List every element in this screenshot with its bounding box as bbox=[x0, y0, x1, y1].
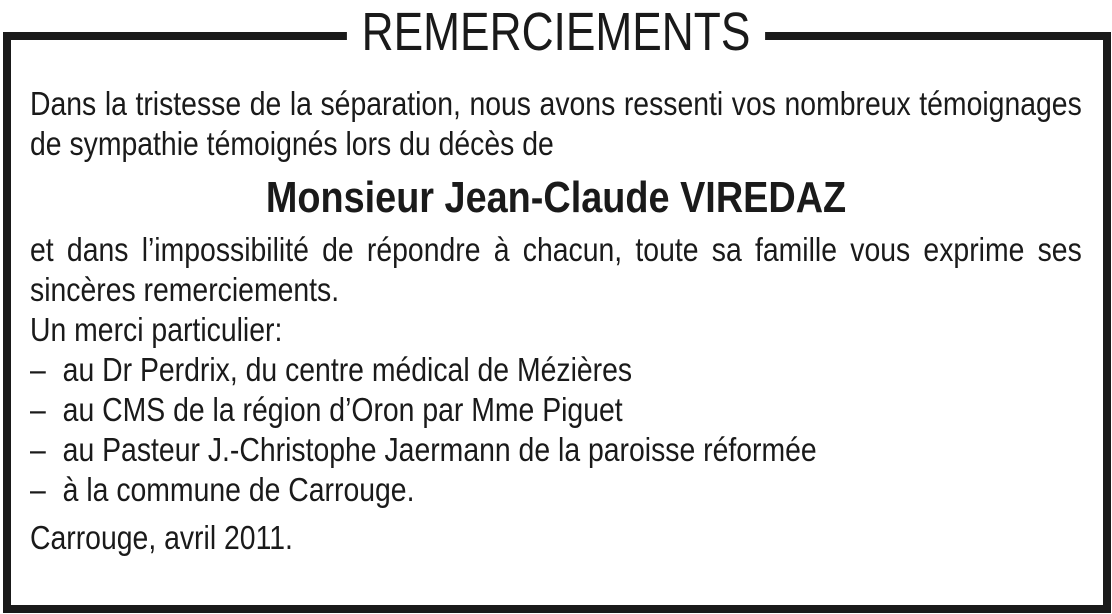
list-item bbox=[30, 350, 935, 390]
deceased-name: Monsieur Jean-Claude VIREDAZ bbox=[265, 173, 847, 222]
signature-line: Carrouge, avril 2011. bbox=[30, 519, 293, 556]
dash-bullet: – bbox=[30, 351, 46, 388]
intro-paragraph: Dans la tristesse de la séparation, nous avons ressenti vos nombreux témoignages de sympathie témoignés lors du décès de bbox=[30, 85, 1082, 162]
list-item-text: au CMS de la région d’Oron par Mme Piguet bbox=[62, 391, 623, 428]
thanks-list bbox=[30, 350, 1082, 510]
dash-bullet: – bbox=[30, 391, 46, 428]
notice-title: REMERCIEMENTS bbox=[347, 0, 765, 64]
list-item bbox=[30, 430, 935, 470]
message-paragraph: et dans l’impossibilité de répondre à chacun, toute sa famille vous exprime ses sincères remerciements. bbox=[30, 231, 1082, 308]
list-item-text: au Dr Perdrix, du centre médical de Mézières bbox=[62, 351, 633, 388]
dash-bullet: – bbox=[30, 431, 46, 468]
list-item bbox=[30, 390, 935, 430]
title-bar bbox=[0, 0, 1112, 64]
list-item-text: au Pasteur J.-Christophe Jaermann de la paroisse réformée bbox=[62, 431, 817, 468]
list-item bbox=[30, 470, 935, 510]
notice-body bbox=[30, 84, 1082, 558]
thanks-heading: Un merci particulier: bbox=[30, 311, 283, 348]
list-item-text: à la commune de Carrouge. bbox=[62, 471, 415, 508]
dash-bullet: – bbox=[30, 471, 46, 508]
